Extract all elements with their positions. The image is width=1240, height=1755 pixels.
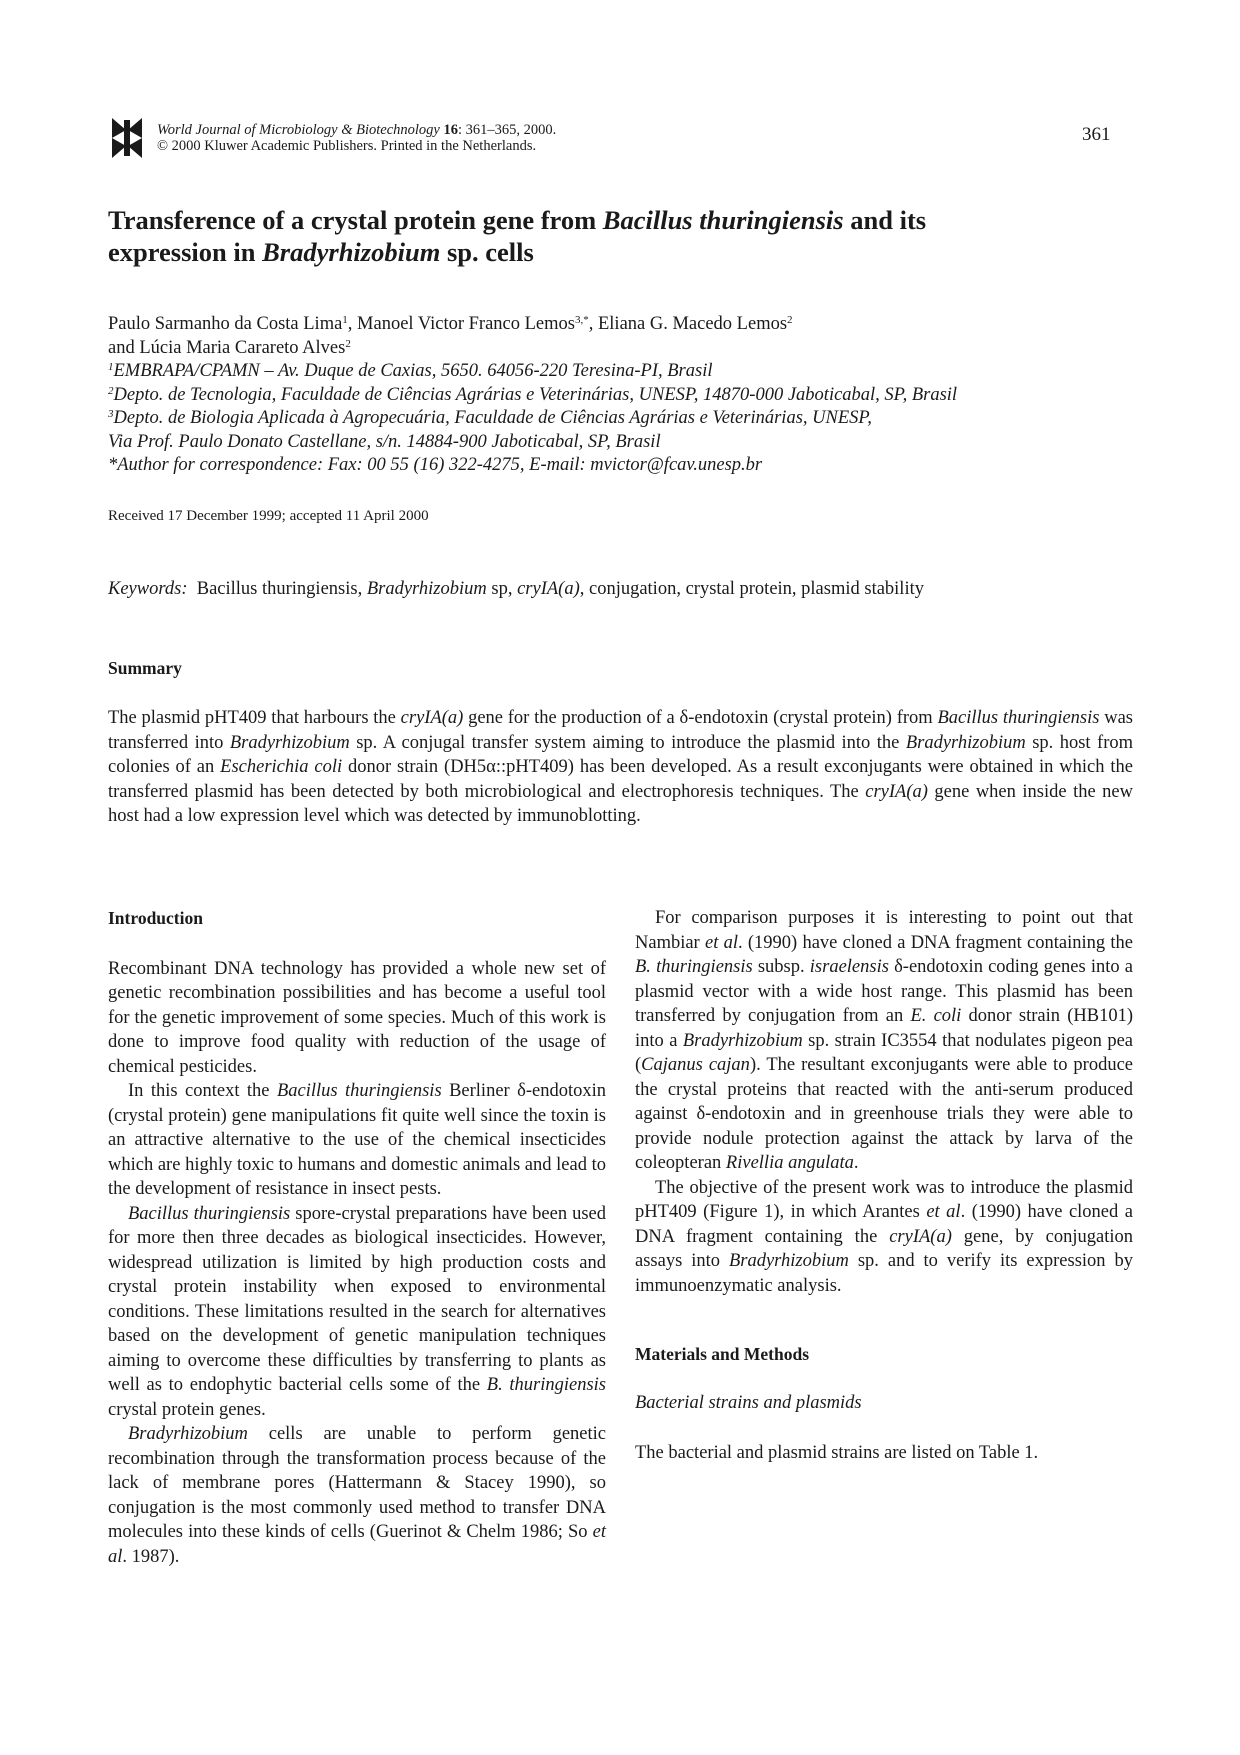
text: In this context the	[128, 1081, 277, 1101]
author-block	[108, 313, 1148, 478]
text: ). The resultant exconjugants were able to produce the crystal proteins that reacted with the anti-serum produced against δ-endotoxin and in greenhouse trials they were able to provide nodule protection against the attack by larva of the coleopteran	[635, 1055, 1134, 1173]
journal-volume: 16	[443, 122, 458, 138]
journal-pages: : 361–365, 2000.	[457, 122, 557, 138]
text: Bacillus thuringiensis	[937, 708, 1100, 728]
text: gene when inside the new host had a low expression level which was detected by immunoblotting.	[108, 781, 1133, 826]
text: sp. A conjugal transfer system aiming to introduce the plasmid into the	[349, 732, 906, 753]
text: Escherichia coli	[220, 757, 343, 777]
text: gene for the production of a δ-endotoxin (crystal protein) from	[463, 708, 938, 728]
page-number: 361	[1082, 124, 1111, 145]
aff-text: Depto. de Biologia Aplicada à Agropecuária, Faculdade de Ciências Agrárias e Veterinárias, UNESP,	[113, 408, 872, 428]
keyword: Bacillus thuringiensis,	[196, 579, 367, 599]
methods-paragraph-1: The bacterial and plasmid strains are listed on Table 1.	[635, 1443, 1039, 1463]
text: Bacillus thuringiensis	[276, 1081, 442, 1101]
affiliation-1	[108, 360, 1148, 384]
author-name: and Lúcia Maria Carareto Alves	[108, 337, 346, 358]
text: δ-endotoxin coding genes into a plasmid vector with a wide host range. This plasmid has been transferred by conjugation from an	[635, 957, 1133, 1026]
intro-paragraph-4	[108, 1422, 606, 1569]
text: cryIA(a)	[865, 781, 928, 802]
text: . (1990) have cloned a DNA fragment containing the	[635, 1202, 1133, 1247]
text: subsp.	[752, 957, 810, 977]
intro-paragraph-5	[635, 906, 1133, 1176]
title-italic: Bacillus thuringiensis	[602, 205, 844, 235]
author-name: , Eliana G. Macedo Lemos	[588, 314, 788, 334]
text: For comparison purposes it is interesting to point out that Nambiar	[635, 908, 1133, 953]
aff-text: EMBRAPA/CPAMN – Av. Duque de Caxias, 5650. 64056-220 Teresina-PI, Brasil	[113, 361, 713, 381]
methods-subheading: Bacterial strains and plasmids	[635, 1392, 862, 1413]
keyword: , conjugation, crystal protein, plasmid stability	[579, 579, 924, 599]
methods-heading: Materials and Methods	[635, 1344, 810, 1364]
text: The objective of the present work was to introduce the plasmid pHT409 (Figure 1), in which Arantes	[635, 1177, 1133, 1222]
journal-citation	[157, 122, 556, 154]
affiliation-3-cont: Via Prof. Paulo Donato Castellane, s/n. 14884-900 Jaboticabal, SP, Brasil	[108, 431, 661, 452]
affiliation-3	[108, 407, 1148, 431]
article-title	[108, 204, 1138, 268]
received-dates: Received 17 December 1999; accepted 11 April 2000	[108, 508, 429, 524]
author-sup: 1	[342, 314, 348, 326]
text: Bradyrhizobium	[229, 732, 350, 753]
text: sp. and to verify its expression by immunoenzymatic analysis.	[635, 1251, 1133, 1296]
aff-text: Depto. de Tecnologia, Faculdade de Ciências Agrárias e Veterinárias, UNESP, 14870-000 Jaboticabal, SP, Brasil	[113, 384, 958, 405]
text: The plasmid pHT409 that harbours the	[108, 708, 401, 728]
text: donor strain (HB101) into a	[635, 1006, 1133, 1051]
title-text: sp. cells	[440, 237, 534, 267]
text: Berliner δ-endotoxin (crystal protein) gene manipulations fit quite well since the toxin is an attractive alternative to the use of the chemical insecticides which are highly toxic to humans and domestic animals and lead to the development of resistance in insect pests.	[108, 1081, 606, 1199]
text: gene, by conjugation assays into	[635, 1226, 1134, 1271]
text: Bradyrhizobium	[728, 1251, 849, 1271]
text: Bradyrhizobium	[905, 732, 1026, 753]
text: Cajanus cajan	[641, 1055, 750, 1075]
summary-heading: Summary	[108, 658, 182, 678]
text: . (1990) have cloned a DNA fragment containing the	[738, 932, 1133, 953]
text: et al	[108, 1522, 606, 1567]
text: sp. strain IC3554 that nodulates pigeon pea (	[635, 1030, 1133, 1075]
text: Rivellia angulata	[725, 1153, 854, 1173]
author-name: , Manoel Victor Franco Lemos	[347, 314, 575, 334]
text: cells are unable to perform genetic recombination through the transformation process because of the lack of membrane pores (Hattermann & Stacey 1990), so conjugation is the most commonly used method to transfer DNA molecules into these kinds of cells (Guerinot & Chelm 1986; So	[108, 1424, 606, 1542]
text: B. thuringiensis	[486, 1375, 607, 1395]
text: israelensis	[809, 957, 889, 977]
affiliation-2	[108, 384, 1148, 408]
right-column	[635, 906, 1133, 1466]
intro-paragraph-6	[635, 1176, 1133, 1299]
text: donor strain (DH5α::pHT409) has been developed. As a result exconjugants were obtained in which the transferred plasmid has been detected by both microbiological and electrophoresis techniques. The	[108, 757, 1133, 802]
intro-paragraph-3	[108, 1202, 606, 1423]
author-list	[108, 313, 1148, 337]
author-name: Paulo Sarmanho da Costa Lima	[108, 314, 343, 334]
summary-text	[108, 706, 1133, 829]
text: Bacillus thuringiensis	[128, 1203, 291, 1224]
kluwer-logo-icon	[110, 116, 144, 160]
keyword: sp,	[486, 579, 518, 599]
text: cryIA(a)	[889, 1226, 952, 1247]
title-italic: Bradyrhizobium	[262, 237, 441, 267]
text: cryIA(a)	[400, 708, 464, 728]
text: crystal protein genes.	[108, 1399, 266, 1420]
text: was transferred into	[108, 708, 1134, 753]
text: . 1987).	[122, 1546, 180, 1567]
text: E. coli	[910, 1006, 962, 1026]
text: spore-crystal preparations have been used for more then three decades as biological insecticides. However, widespread utilization is limited by high production costs and crystal protein instability when exposed to environmental conditions. These limitations resulted in the search for alternatives based on the development of genetic manipulation techniques aiming to overcome these difficulties by transferring to plants as well as to endophytic bacterial cells some of the	[108, 1203, 607, 1395]
intro-paragraph-2	[108, 1079, 606, 1202]
title-text: Transference of a crystal protein gene from	[108, 205, 603, 235]
keywords-label: Keywords:	[108, 579, 188, 599]
author-sup: 2	[787, 314, 793, 326]
text: .	[853, 1153, 859, 1173]
text: Bradyrhizobium	[128, 1424, 248, 1444]
keyword: cryIA(a)	[517, 579, 580, 599]
left-column	[108, 906, 606, 1569]
text: Bradyrhizobium	[682, 1030, 803, 1051]
intro-paragraph-1: Recombinant DNA technology has provided a whole new set of genetic recombination possibilities and has become a useful tool for the genetic improvement of some species. Much of this work is done to improve food quality with reduction of the usage of chemical pesticides.	[108, 958, 606, 1077]
author-sup: 3,*	[574, 314, 589, 326]
aff-sup: 3	[108, 408, 114, 420]
keyword: Bradyrhizobium	[366, 579, 487, 599]
text: B. thuringiensis	[635, 957, 753, 977]
journal-name: World Journal of Microbiology & Biotechnology	[157, 122, 440, 138]
introduction-heading: Introduction	[108, 908, 203, 928]
title-text: expression in	[108, 237, 263, 267]
keywords	[108, 578, 1148, 601]
text: et al	[926, 1202, 961, 1222]
text: et al	[704, 932, 738, 953]
copyright-line: © 2000 Kluwer Academic Publishers. Printed in the Netherlands.	[157, 138, 537, 154]
aff-sup: 1	[108, 361, 114, 373]
correspondence: *Author for correspondence: Fax: 00 55 (16) 322-4275, E-mail: mvictor@fcav.unesp.br	[108, 455, 763, 475]
aff-sup: 2	[108, 384, 114, 397]
text: sp. host from colonies of an	[108, 732, 1133, 777]
author-sup: 2	[345, 337, 351, 350]
title-text: and its	[843, 205, 927, 235]
